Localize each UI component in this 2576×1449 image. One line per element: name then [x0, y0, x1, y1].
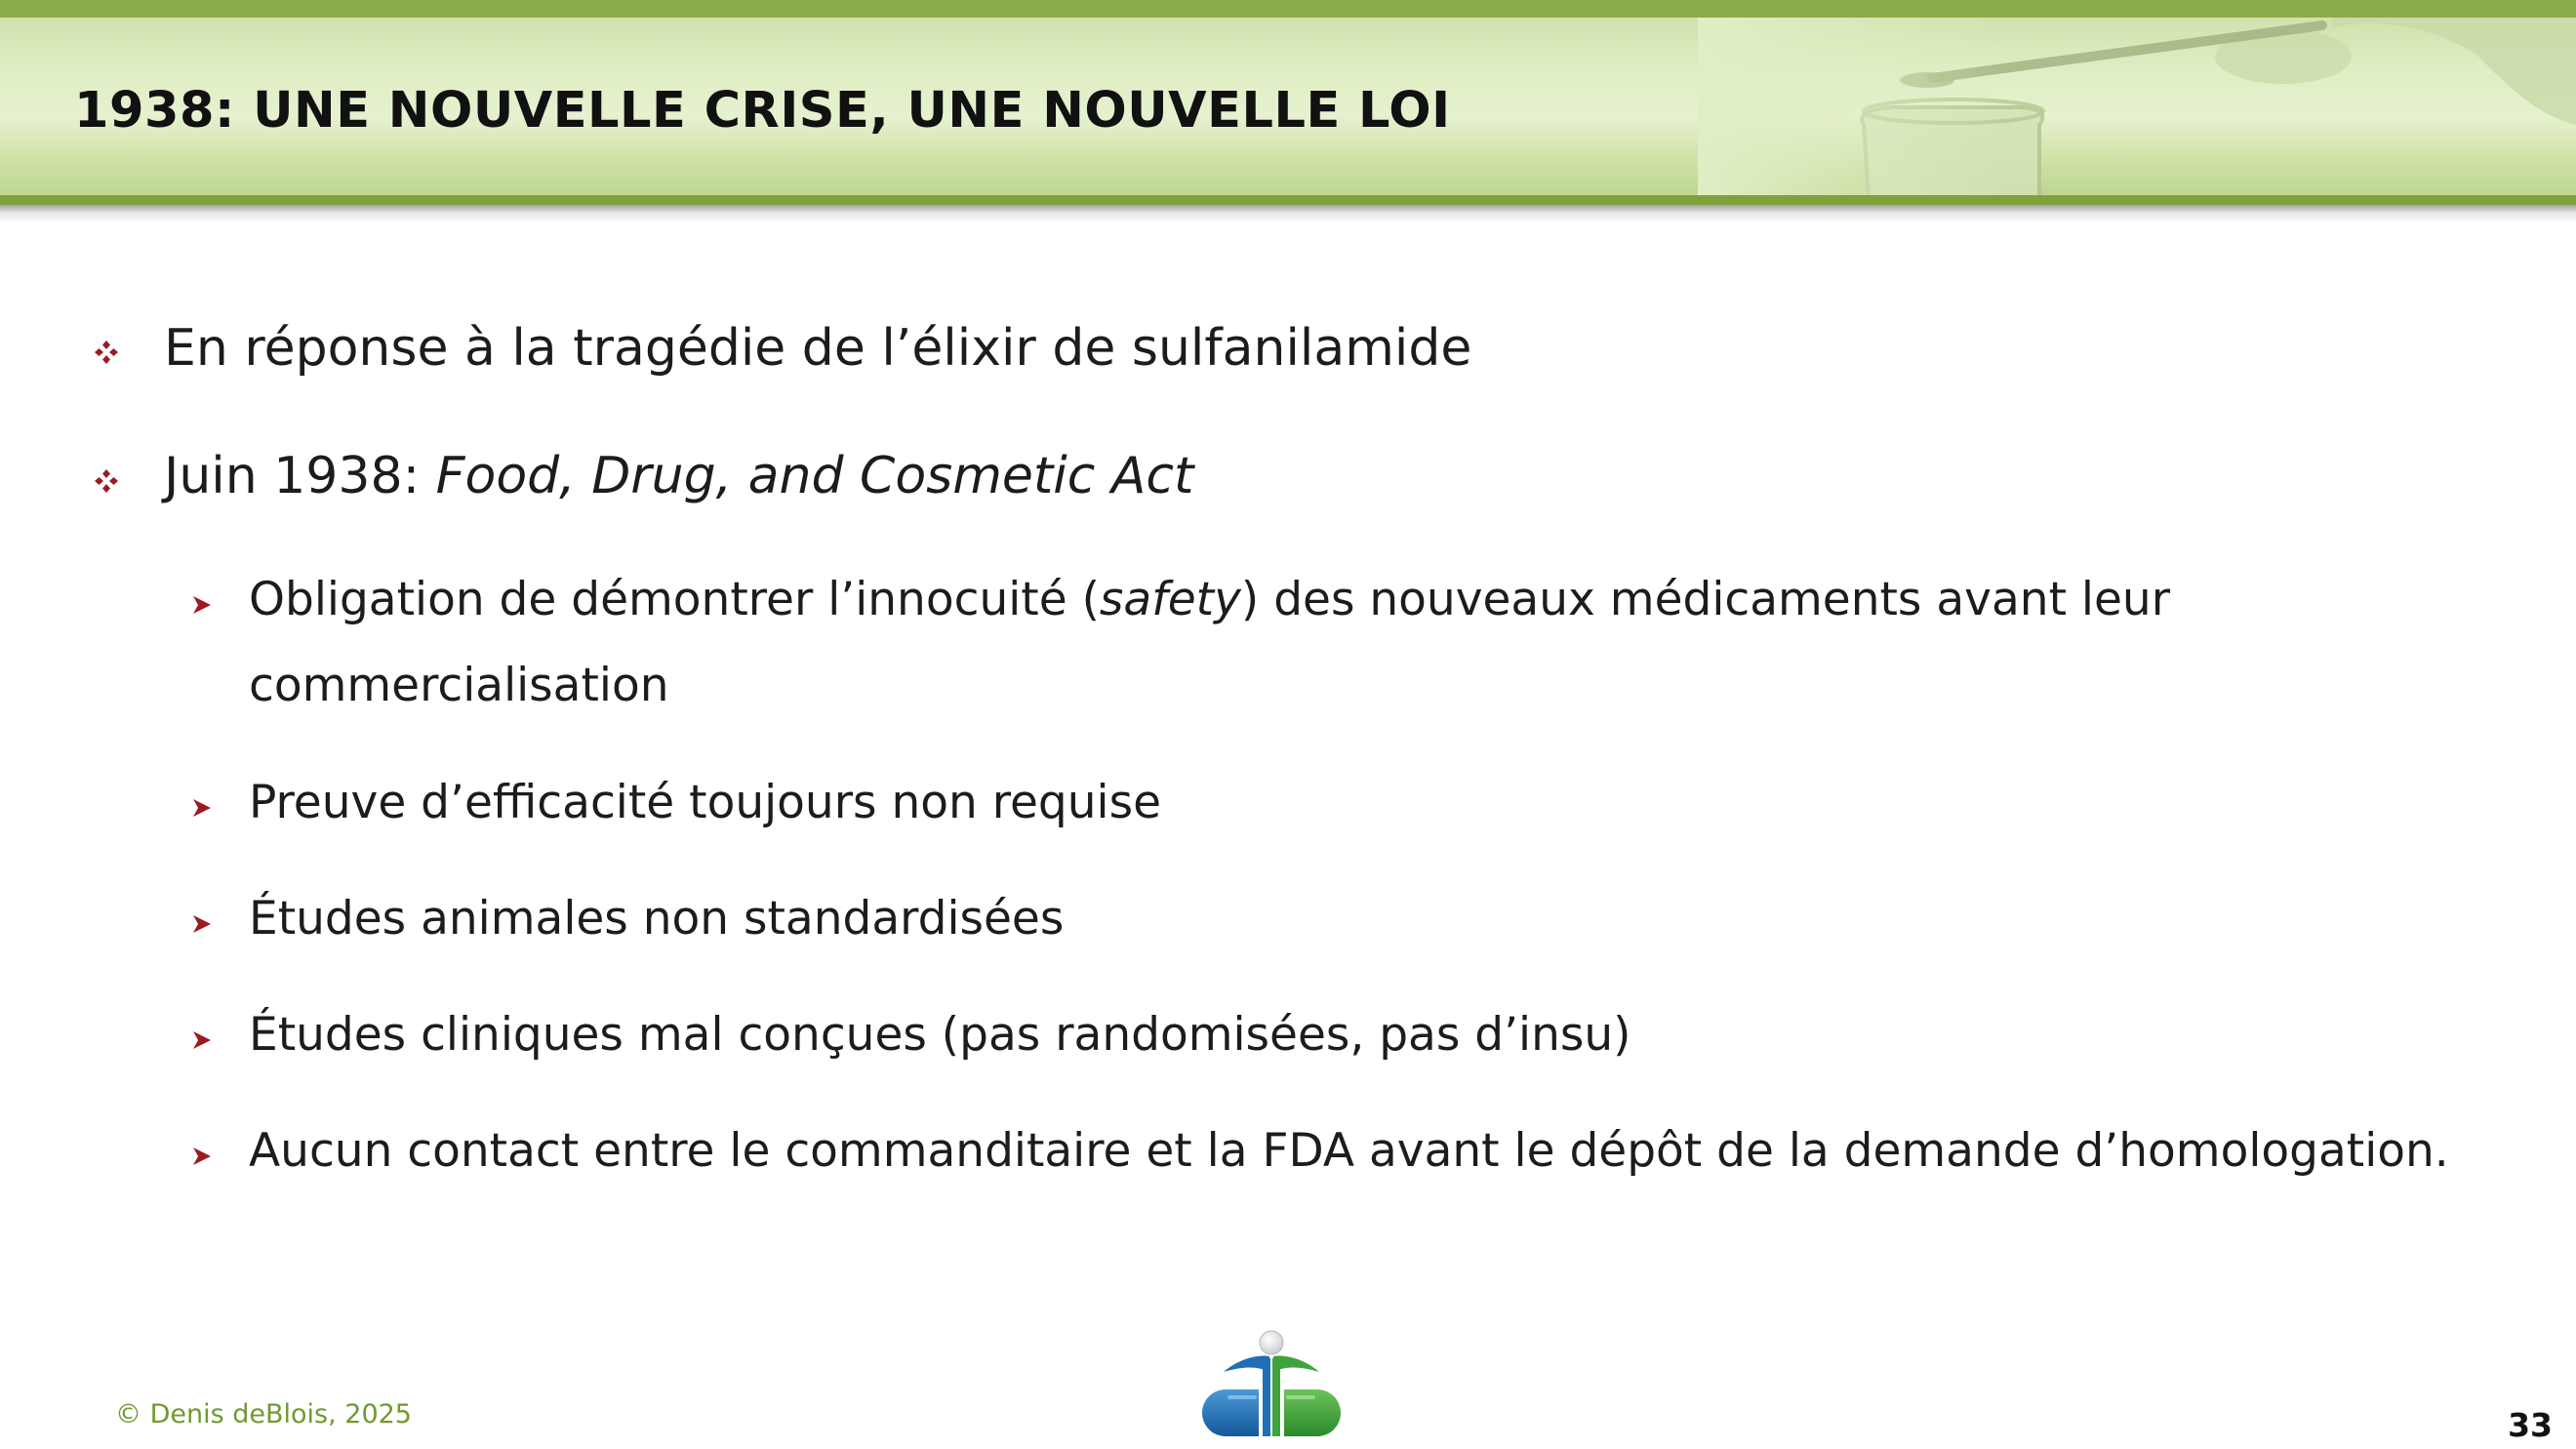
arrowhead-bullet-icon — [189, 911, 215, 937]
page-number: 33 — [2508, 1406, 2553, 1444]
sub-bullet-no-contact-fda — [249, 1108, 2493, 1194]
title-header — [0, 0, 2576, 207]
copyright-notice: © Denis deBlois, 2025 — [115, 1399, 412, 1429]
act-name: Food, Drug, and Cosmetic Act — [435, 447, 1194, 505]
arrowhead-bullet-icon — [189, 1027, 215, 1053]
four-diamond-bullet-icon — [92, 466, 121, 496]
sub-bullet-text-after: ) des nouveaux médicaments avant leur commercialisation — [249, 573, 2171, 712]
four-diamond-bullet-icon — [92, 338, 121, 367]
pill-capsule-sprout-logo — [1200, 1329, 1343, 1438]
sub-bullet-text: Études animales non standardisées — [249, 892, 1065, 946]
arrowhead-bullet-icon — [189, 795, 215, 821]
lab-glassware-image — [1698, 18, 2576, 197]
sub-bullet-text: Aucun contact entre le commanditaire et la FDA avant le dépôt de la demande d’homologation. — [249, 1124, 2449, 1178]
bullet-text-prefix: Juin 1938: — [164, 447, 436, 505]
sub-bullet-text: Preuve d’efficacité toujours non requise — [249, 776, 1162, 829]
sub-bullet-safety-requirement — [249, 557, 2493, 729]
sub-bullet-clinical-studies — [249, 992, 2493, 1078]
header-bottom-stripe — [0, 195, 2576, 205]
sub-bullet-text-before: Obligation de démontrer l’innocuité ( — [249, 573, 1100, 626]
bullet-june-1938-act — [164, 445, 1193, 507]
arrowhead-bullet-icon — [189, 1144, 215, 1169]
header-top-stripe — [0, 0, 2576, 18]
bullet-response-tragedy — [164, 317, 1471, 380]
sub-bullet-efficacy — [249, 760, 2493, 846]
slide-title: 1938: UNE NOUVELLE CRISE, UNE NOUVELLE LOI — [74, 82, 1451, 140]
sub-bullet-animal-studies — [249, 876, 2493, 962]
sub-bullet-text: Études cliniques mal conçues (pas randomisées, pas d’insu) — [249, 1008, 1631, 1062]
bullet-text: En réponse à la tragédie de l’élixir de sulfanilamide — [164, 319, 1472, 378]
header-shadow — [0, 205, 2576, 222]
safety-term: safety — [1099, 573, 1241, 626]
arrowhead-bullet-icon — [189, 592, 215, 618]
